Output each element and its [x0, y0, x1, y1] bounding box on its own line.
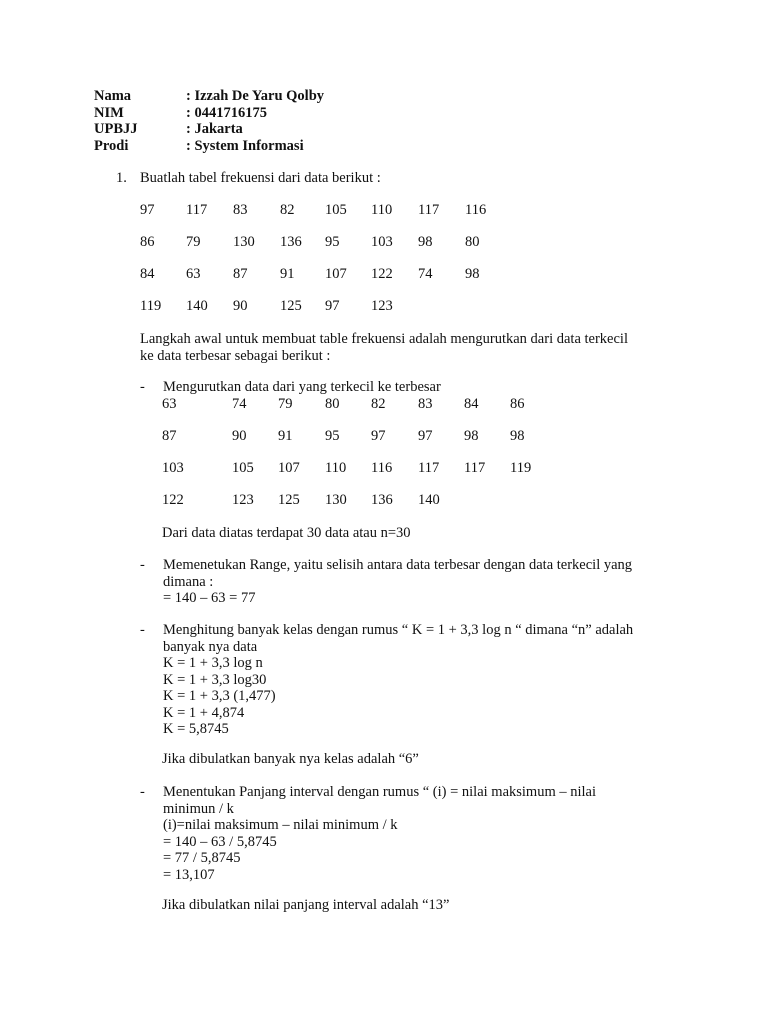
- data-cell: 105: [325, 202, 347, 218]
- data-cell: 136: [280, 234, 302, 250]
- data-cell: 140: [418, 492, 440, 508]
- data-cell: 63: [186, 266, 201, 282]
- data-cell: 90: [232, 428, 247, 444]
- data-cell: 119: [510, 460, 532, 476]
- bullet-dash: -: [140, 557, 145, 573]
- data-cell: 110: [325, 460, 347, 476]
- data-cell: 97: [140, 202, 155, 218]
- data-cell: 91: [278, 428, 293, 444]
- formula-line: K = 5,8745: [163, 721, 229, 737]
- data-cell: 95: [325, 428, 340, 444]
- data-cell: 80: [325, 396, 340, 412]
- step-line: = 140 – 63 = 77: [163, 590, 256, 606]
- sort-note: Dari data diatas terdapat 30 data atau n=30: [162, 525, 411, 541]
- data-cell: 98: [510, 428, 525, 444]
- data-cell: 107: [278, 460, 300, 476]
- header-label: Prodi: [94, 137, 129, 154]
- data-cell: 130: [325, 492, 347, 508]
- data-cell: 91: [280, 266, 295, 282]
- data-cell: 123: [232, 492, 254, 508]
- data-cell: 130: [233, 234, 255, 250]
- step-line: dimana :: [163, 573, 214, 590]
- data-cell: 117: [418, 202, 440, 218]
- data-cell: 116: [371, 460, 393, 476]
- data-cell: 122: [162, 492, 184, 508]
- header-value: : Jakarta: [186, 121, 243, 137]
- data-cell: 125: [278, 492, 300, 508]
- formula-line: K = 1 + 3,3 log30: [163, 671, 267, 688]
- data-cell: 105: [232, 460, 254, 476]
- formula-line: = 77 / 5,8745: [163, 850, 241, 866]
- data-cell: 125: [280, 298, 302, 314]
- data-cell: 87: [233, 266, 248, 282]
- data-cell: 84: [140, 266, 155, 282]
- data-cell: 83: [418, 396, 433, 412]
- data-cell: 90: [233, 298, 248, 314]
- header-row-upbjj: [94, 121, 494, 138]
- question-text: Buatlah tabel frekuensi dari data berikut :: [140, 170, 381, 186]
- data-cell: 110: [371, 202, 393, 218]
- header-value: : System Informasi: [186, 137, 304, 154]
- header-value: : Izzah De Yaru Qolby: [186, 88, 325, 104]
- data-cell: 117: [418, 460, 440, 476]
- bullet-dash: -: [140, 622, 145, 638]
- data-cell: 117: [464, 460, 486, 476]
- header-label: Nama: [94, 88, 132, 104]
- interval-note: Jika dibulatkan nilai panjang interval adalah “13”: [162, 897, 450, 913]
- step-classes: [163, 622, 703, 738]
- data-cell: 116: [465, 202, 487, 218]
- data-cell: 97: [325, 298, 340, 314]
- formula-line: K = 1 + 3,3 log n: [163, 655, 263, 671]
- step-line: minimun / k: [163, 800, 234, 817]
- data-cell: 119: [140, 298, 162, 314]
- data-cell: 80: [465, 234, 480, 250]
- data-cell: 86: [140, 234, 155, 250]
- data-cell: 79: [186, 234, 201, 250]
- header-value: : 0441716175: [186, 104, 267, 121]
- data-cell: 107: [325, 266, 347, 282]
- student-info-header: [94, 88, 494, 154]
- step-range: [163, 557, 703, 607]
- step-line: banyak nya data: [163, 638, 258, 655]
- header-label: UPBJJ: [94, 121, 138, 137]
- data-cell: 83: [233, 202, 248, 218]
- paragraph-line: Langkah awal untuk membuat table frekuensi adalah mengurutkan dari data terkecil: [140, 331, 628, 347]
- data-cell: 82: [371, 396, 386, 412]
- bullet-dash: -: [140, 379, 145, 395]
- data-cell: 117: [186, 202, 208, 218]
- step-title: Mengurutkan data dari yang terkecil ke terbesar: [163, 379, 441, 395]
- classes-note: Jika dibulatkan banyak nya kelas adalah “6”: [162, 751, 419, 767]
- step-line: Memenetukan Range, yaitu selisih antara data terbesar dengan data terkecil yang: [163, 557, 633, 573]
- step-line: Menentukan Panjang interval dengan rumus “ (i) = nilai maksimum – nilai: [163, 784, 597, 800]
- data-cell: 95: [325, 234, 340, 250]
- data-cell: 140: [186, 298, 208, 314]
- question-number: 1.: [116, 170, 127, 186]
- data-cell: 103: [371, 234, 393, 250]
- data-cell: 103: [162, 460, 184, 476]
- data-cell: 98: [418, 234, 433, 250]
- step-line: Menghitung banyak kelas dengan rumus “ K = 1 + 3,3 log n “ dimana “n” adalah: [163, 622, 634, 638]
- data-cell: 63: [162, 396, 177, 412]
- header-row-nama: [94, 88, 494, 105]
- step-interval: [163, 784, 703, 883]
- data-cell: 84: [464, 396, 479, 412]
- data-cell: 79: [278, 396, 293, 412]
- data-cell: 122: [371, 266, 393, 282]
- step-sort: [163, 379, 703, 396]
- data-cell: 97: [371, 428, 386, 444]
- data-cell: 98: [464, 428, 479, 444]
- data-cell: 97: [418, 428, 433, 444]
- header-label: NIM: [94, 104, 124, 121]
- data-cell: 123: [371, 298, 393, 314]
- header-row-nim: [94, 105, 494, 122]
- formula-line: = 140 – 63 / 5,8745: [163, 833, 277, 850]
- bullet-dash: -: [140, 784, 145, 800]
- formula-line: K = 1 + 3,3 (1,477): [163, 688, 276, 704]
- data-cell: 86: [510, 396, 525, 412]
- formula-line: (i)=nilai maksimum – nilai minimum / k: [163, 817, 398, 833]
- paragraph-line: ke data terbesar sebagai berikut :: [140, 347, 331, 364]
- header-row-prodi: [94, 138, 494, 155]
- data-cell: 98: [465, 266, 480, 282]
- data-cell: 136: [371, 492, 393, 508]
- data-cell: 74: [418, 266, 433, 282]
- intro-paragraph: [140, 331, 700, 364]
- data-cell: 82: [280, 202, 295, 218]
- formula-line: = 13,107: [163, 866, 215, 883]
- data-cell: 87: [162, 428, 177, 444]
- formula-line: K = 1 + 4,874: [163, 704, 245, 721]
- data-cell: 74: [232, 396, 247, 412]
